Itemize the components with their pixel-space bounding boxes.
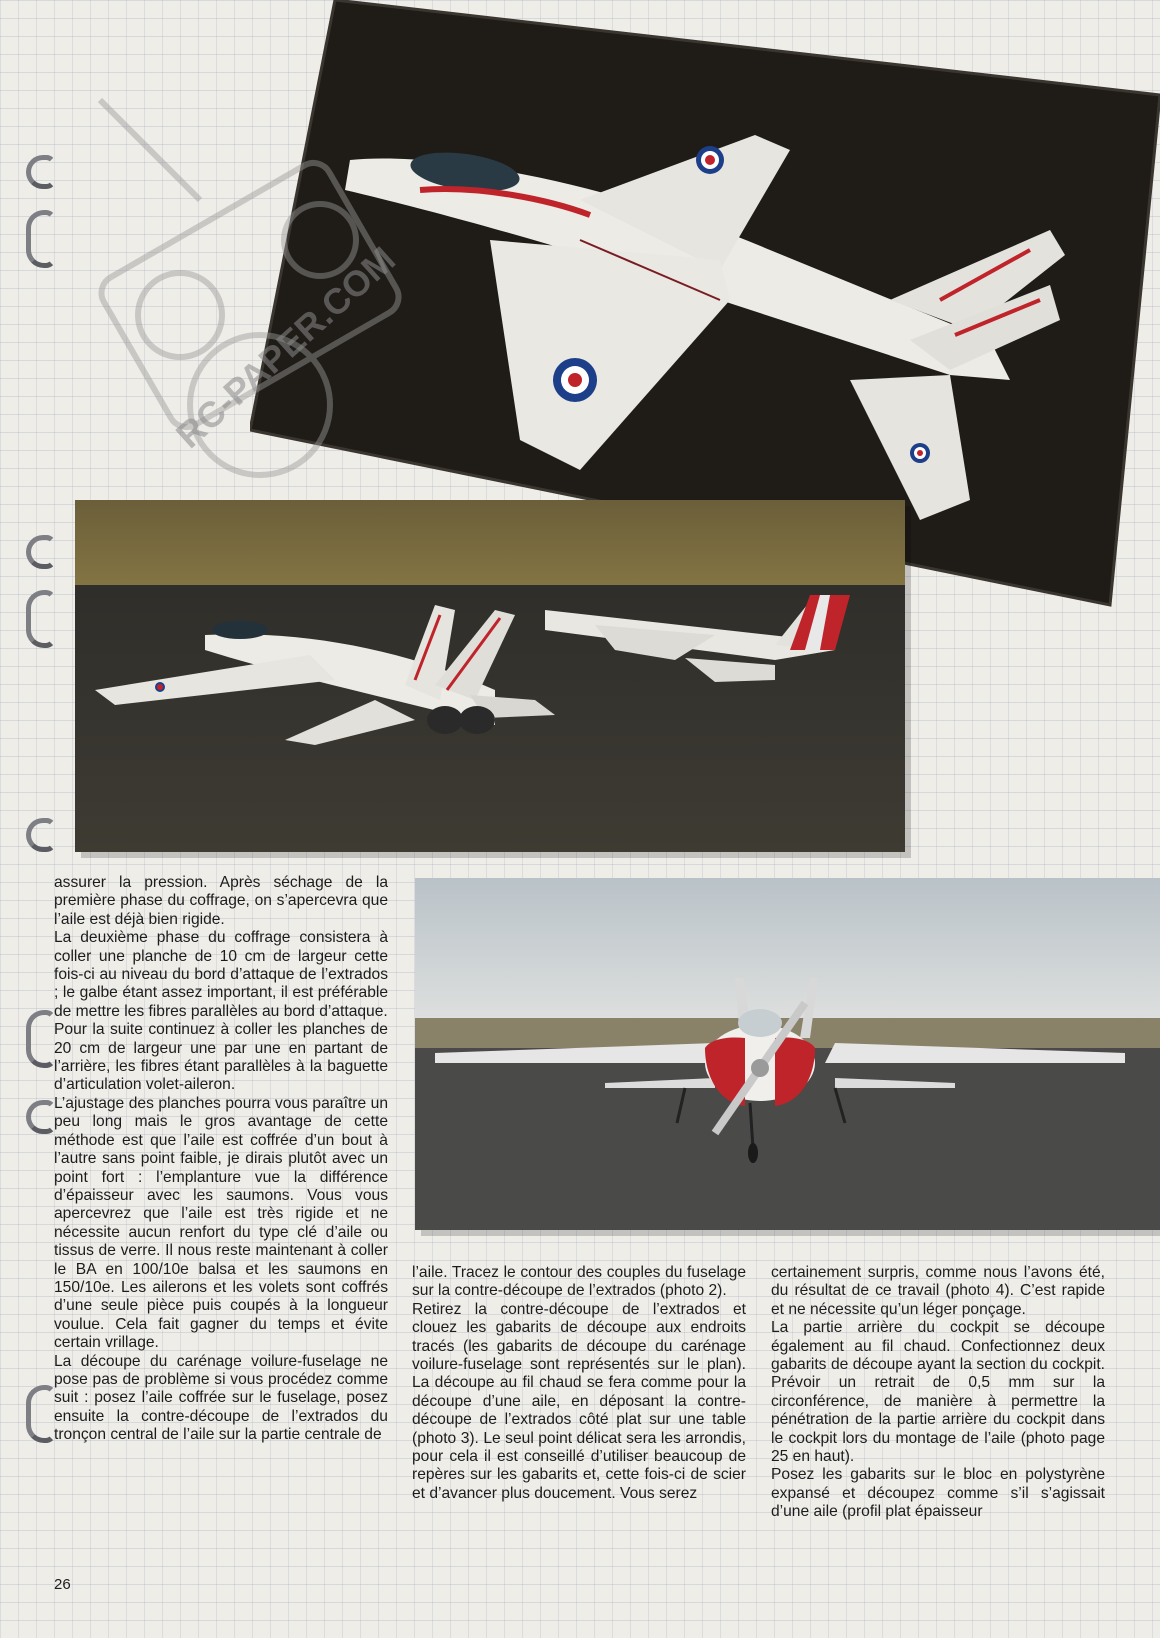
- roundel-icon-1: [696, 146, 724, 174]
- paragraph: l’aile. Tracez le contour des couples du fuselage sur la contre-découpe de l’extrados (photo 2).: [412, 1264, 746, 1300]
- binder-hole-3: [26, 535, 56, 569]
- text-column-2: [412, 1264, 746, 1503]
- paragraph: Posez les gabarits sur le bloc en polystyrène expansé et découpez comme s’il s’agissait d’une aile (profil plat épaisseur: [771, 1466, 1105, 1521]
- roundel-icon-4: [155, 682, 165, 692]
- text-column-3: [771, 1264, 1105, 1522]
- text-column-1: [54, 874, 388, 1445]
- paragraph: L’ajustage des planches pourra vous paraître un peu long mais le gros avantage de cette méthode est que l’aile est coffrée d’un bout à l’autre sans point faible, je dirais plutôt avec un point fort : l’emplanture vue la différence d’épaisseur avec les saumons. Vous vous apercevrez que l’aile est très rigide et ne nécessite aucun renfort du type clé d’aile ou tissus de verre. Il nous reste maintenant à coller le BA en 100/10e balsa et les saumons en 150/10e. Les ailerons et les volets sont coffrés d’une seule pièce puis coupés à la longueur voulue. Cela fait gagner du temps et évite certain vrillage.: [54, 1094, 388, 1352]
- binder-hole-5: [26, 818, 56, 852]
- two-airplanes-photo: [75, 500, 905, 852]
- binder-hole-2: [26, 210, 56, 268]
- binder-hole-8: [26, 1385, 56, 1443]
- binder-hole-6: [26, 1010, 56, 1068]
- watermark-radio-icon: [90, 90, 470, 510]
- binder-hole-7: [26, 1100, 56, 1134]
- roundel-icon-3: [910, 443, 930, 463]
- roundel-icon-2: [553, 358, 597, 402]
- page-number: 26: [54, 1576, 71, 1593]
- paragraph: certainement surpris, comme nous l’avons été, du résultat de ce travail (photo 4). C’est rapide et ne nécessite qu’un léger ponçage.: [771, 1264, 1105, 1318]
- watermark-text: RC-PAPER.COM: [167, 238, 403, 456]
- paragraph: La découpe du carénage voilure-fuselage ne pose pas de problème si vous procédez comme suit : posez l’aile coffrée sur le fuselage, posez ensuite la contre-découpe de l’extrados du tronçon central de l’aile sur la partie centrale de: [54, 1352, 388, 1444]
- paragraph: La partie arrière du cockpit se découpe également au fil chaud. Confectionnez deux gabarits de découpe ayant la section du cockpit. Prévoir un retrait de 0,5 mm sur la circonférence, de manière à permettre la pénétration de la partie arrière du cockpit dans le cockpit lors du montage de l’aile (photo page 25 en haut).: [771, 1319, 1105, 1466]
- paragraph: Retirez la contre-découpe de l’extrados et clouez les gabarits de découpe aux endroits tracés (les gabarits de découpe du carénage voilure-fuselage sont représentés sur le plan). La découpe au fil chaud se fera comme pour la découpe d’une aile, en déposant la contre-découpe de l’extrados côté plat sur une table (photo 3). Le seul point délicat sera les arrondis, pour cela il est conseillé d’utiliser beaucoup de repères sur les gabarits et, cette fois-ci de scier et d’avancer plus doucement. Vous serez: [412, 1300, 746, 1502]
- paragraph: La deuxième phase du coffrage consistera à coller une planche de 10 cm de largeur cette fois-ci au niveau du bord d’attaque de l’extrados ; le galbe étant assez important, il est préférable de mettre les fibres parallèles au bord d’attaque.: [54, 929, 388, 1020]
- paragraph: assurer la pression. Après séchage de la première phase du coffrage, on s’apercevra que l’aile est déjà bien rigide.: [54, 874, 388, 928]
- paragraph: Pour la suite continuez à coller les planches de 20 cm de largeur une par une en partant de l’arrière, les fibres étant parallèles à la baguette d’articulation volet-aileron.: [54, 1021, 388, 1094]
- binder-hole-4: [26, 590, 56, 648]
- binder-hole-1: [26, 155, 56, 189]
- airplane-front-view-photo: [415, 878, 1160, 1230]
